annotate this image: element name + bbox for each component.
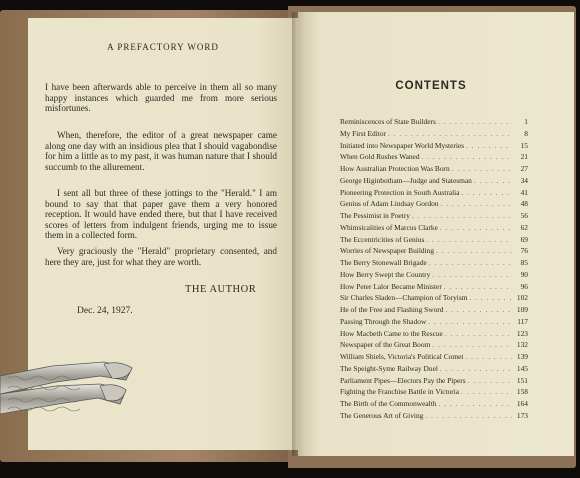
- contents-entry-title: Sir Charles Sladen—Champion of Toryism: [340, 293, 468, 303]
- contents-entry-page: 27: [520, 164, 528, 173]
- contents-entry-page: 132: [516, 340, 528, 350]
- preface-paragraph-2: When, therefore, the editor of a great newspaper came along one day with an insidious plea that I should vagabondise for him a little as to my past, it was human nature that I should succumb to the allurement.: [45, 130, 277, 172]
- contents-entry-title: The Berry Stonewall Brigade: [340, 258, 427, 267]
- contents-entry: [340, 152, 528, 164]
- contents-leader-dots: [436, 246, 512, 255]
- contents-entry-title: How Macbeth Came to the Rescue: [340, 328, 443, 338]
- preface-paragraph-1: I have been afterwards able to perceive in them all so many happy instances which guarded me from more serious misfortunes.: [45, 82, 277, 114]
- contents-leader-dots: [445, 329, 512, 338]
- contents-entry: [340, 329, 528, 341]
- preface-paragraph-4: Very graciously the "Herald" proprietary consented, and here they are, just for what they are worth.: [45, 246, 277, 267]
- contents-entry: [340, 199, 528, 211]
- contents-entry-title: Pioneering Protection in South Australia: [340, 187, 460, 197]
- contents-entry-title: The Generous Art of Giving: [340, 410, 424, 420]
- contents-entry: [340, 164, 528, 176]
- contents-entry-page: 123: [516, 328, 528, 338]
- contents-entry-title: Worries of Newspaper Building: [340, 246, 435, 256]
- contents-entry: [340, 305, 528, 317]
- contents-entry-page: 76: [520, 246, 528, 256]
- contents-leader-dots: [465, 352, 512, 361]
- contents-entry: [340, 387, 528, 399]
- metal-bookmark-clip: [0, 360, 150, 420]
- contents-entry-page: 109: [516, 305, 528, 314]
- contents-leader-dots: [432, 340, 512, 349]
- contents-entry-title: The Pessimist in Poetry: [340, 211, 411, 220]
- contents-entry: [340, 129, 528, 141]
- contents-leader-dots: [461, 188, 512, 197]
- contents-entry-page: 1: [524, 117, 528, 126]
- contents-entry-title: Newspaper of the Great Boom: [340, 340, 431, 350]
- contents-leader-dots: [428, 317, 512, 326]
- contents-leader-dots: [441, 199, 512, 208]
- contents-leader-dots: [444, 282, 512, 291]
- contents-entry-page: 62: [520, 222, 528, 232]
- contents-leader-dots: [429, 258, 512, 267]
- contents-leader-dots: [461, 387, 512, 396]
- contents-entry: [340, 258, 528, 270]
- contents-entry-title: Passing Through the Shadow: [340, 316, 427, 326]
- contents-leader-dots: [452, 164, 512, 173]
- contents-entry: [340, 282, 528, 294]
- contents-leader-dots: [426, 235, 512, 244]
- contents-title: CONTENTS: [395, 80, 467, 92]
- contents-entry-title: How Australian Protection Was Born: [340, 164, 450, 173]
- preface-signature: THE AUTHOR: [185, 284, 257, 295]
- contents-entry-page: 90: [520, 269, 528, 279]
- contents-entry-title: Whimsicalities of Marcus Clarke: [340, 222, 438, 232]
- contents-entry: [340, 235, 528, 247]
- contents-entry: [340, 376, 528, 388]
- contents-entry-title: Parliament Pipes—Electors Pay the Pipers: [340, 375, 466, 385]
- contents-leader-dots: [469, 293, 512, 302]
- contents-entry-page: 151: [516, 375, 528, 385]
- contents-entry-title: The Speight-Syme Railway Duel: [340, 363, 438, 373]
- contents-entry: [340, 293, 528, 305]
- contents-list: [340, 117, 528, 423]
- contents-entry-page: 85: [520, 258, 528, 267]
- contents-entry-title: How Berry Swept the Country: [340, 269, 431, 279]
- contents-entry-title: William Shiels, Victoria's Political Comet: [340, 352, 464, 361]
- contents-entry-page: 8: [524, 128, 528, 138]
- contents-entry-title: When Gold Rushes Waned: [340, 152, 420, 162]
- contents-entry: [340, 411, 528, 423]
- contents-entry: [340, 399, 528, 411]
- contents-entry: [340, 211, 528, 223]
- contents-entry-page: 102: [516, 293, 528, 303]
- contents-entry: [340, 317, 528, 329]
- preface-paragraph-3: I sent all but three of these jottings to the "Herald." I am bound to say that that paper gave them a very honored reception. It would have ended there, but that I have received scores of letters from indulgent friends, urging me to issue them in a collected form.: [45, 188, 277, 241]
- contents-entry-page: 21: [520, 152, 528, 162]
- contents-entry-page: 158: [516, 387, 528, 397]
- contents-leader-dots: [445, 305, 512, 314]
- contents-entry: [340, 117, 528, 129]
- contents-entry-page: 96: [520, 281, 528, 291]
- contents-entry-title: Fighting the Franchise Battle in Victoria: [340, 387, 460, 397]
- contents-entry-page: 48: [520, 199, 528, 209]
- contents-entry-page: 173: [516, 410, 528, 420]
- contents-entry-title: My First Editor: [340, 128, 386, 138]
- contents-entry-page: 139: [516, 352, 528, 361]
- contents-entry: [340, 246, 528, 258]
- contents-entry-page: 145: [516, 363, 528, 373]
- contents-entry-title: How Peter Lalor Became Minister: [340, 281, 442, 291]
- contents-leader-dots: [412, 211, 512, 220]
- contents-leader-dots: [466, 141, 512, 150]
- contents-entry-page: 34: [520, 175, 528, 185]
- contents-entry: [340, 188, 528, 200]
- contents-leader-dots: [468, 376, 512, 385]
- contents-entry-page: 117: [517, 316, 528, 326]
- contents-entry-title: Initiated into Newspaper World Mysteries: [340, 140, 465, 150]
- contents-entry-page: 41: [520, 187, 528, 197]
- contents-entry: [340, 270, 528, 282]
- contents-entry-page: 69: [520, 234, 528, 244]
- preface-date: Dec. 24, 1927.: [77, 306, 133, 316]
- contents-leader-dots: [388, 129, 512, 138]
- contents-leader-dots: [440, 364, 512, 373]
- preface-heading: A PREFACTORY WORD: [107, 42, 219, 52]
- contents-leader-dots: [432, 270, 512, 279]
- contents-entry: [340, 364, 528, 376]
- contents-entry: [340, 176, 528, 188]
- contents-leader-dots: [474, 176, 512, 185]
- contents-entry-title: Reminiscences of State Builders: [340, 117, 436, 126]
- contents-entry-page: 164: [516, 399, 528, 408]
- contents-entry: [340, 223, 528, 235]
- contents-leader-dots: [440, 223, 512, 232]
- contents-entry-title: The Eccentricities of Genius: [340, 234, 425, 244]
- contents-entry: [340, 340, 528, 352]
- contents-entry: [340, 141, 528, 153]
- contents-entry-title: He of the Free and Flashing Sword: [340, 305, 444, 314]
- contents-entry: [340, 352, 528, 364]
- contents-leader-dots: [422, 152, 512, 161]
- contents-leader-dots: [438, 399, 512, 408]
- contents-entry-page: 56: [520, 211, 528, 220]
- contents-entry-page: 15: [520, 140, 528, 150]
- contents-entry-title: The Birth of the Commonwealth: [340, 399, 437, 408]
- contents-entry-title: George Higinbotham—Judge and Statesman: [340, 175, 472, 185]
- contents-leader-dots: [425, 411, 512, 420]
- contents-entry-title: Genius of Adam Lindsay Gordon: [340, 199, 439, 209]
- contents-leader-dots: [438, 117, 512, 126]
- book-gutter: [292, 12, 304, 456]
